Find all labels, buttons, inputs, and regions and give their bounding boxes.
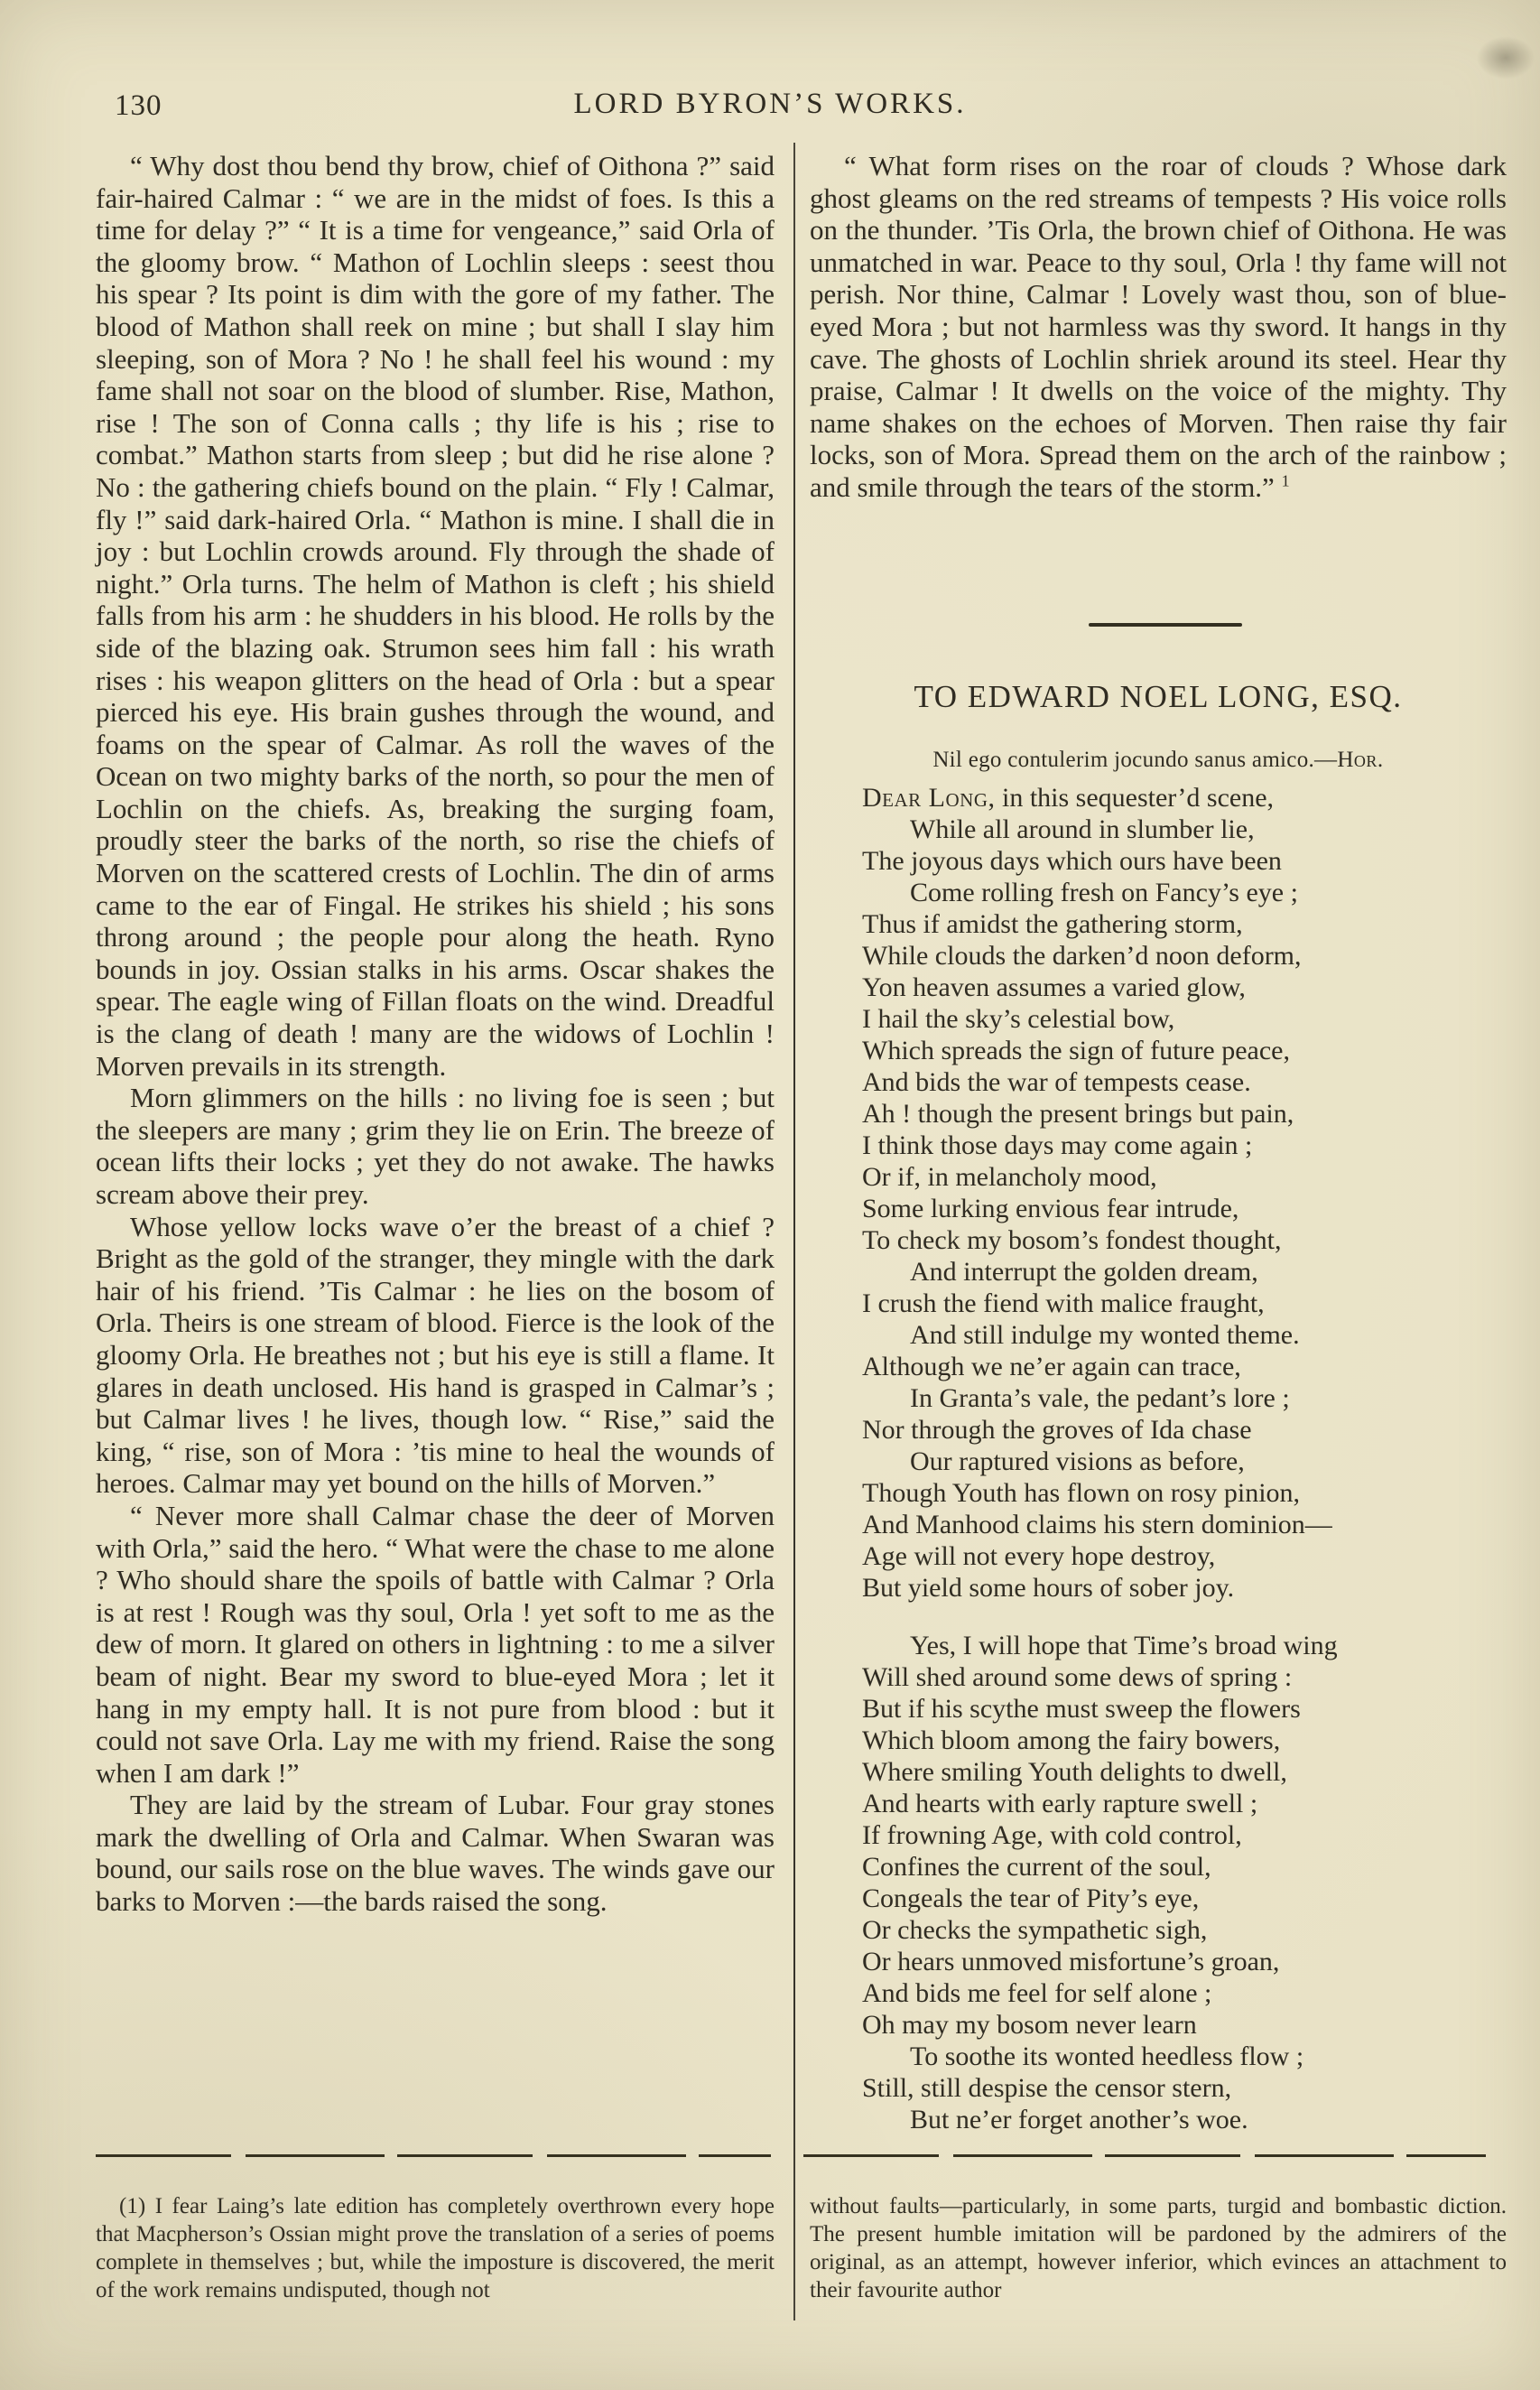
paragraph: Whose yellow locks wave o’er the breast of a chief ? Bright as the gold of the stranger, they mingle with the dark hair of his friend. ’Tis Calmar : he lies on the bosom of Orla. Theirs is one stream of blood. Fierce is the look of the gloomy Orla. He breathes not ; but his eye is still a flame. It glares in death unclosed. His hand is grasped in Calmar’s ; but Calmar lives ! he lives, though low. “ Rise,” said the king, “ rise, son of Mora : ’tis mine to heal the wounds of heroes. Calmar may yet bound on the hills of Morven.” [96, 1210, 775, 1500]
poem-line: In Granta’s vale, the pedant’s lore ; [910, 1383, 1290, 1413]
footnote-left: (1) I fear Laing’s late edition has completely overthrown every hope that Macpherson’s Ossian might prove the translation of a series of poems complete in themselves ; but, while the imposture is discovered, the merit of the work remains undisputed, though not [96, 2194, 775, 2302]
poem-line: I think those days may come again ; [862, 1130, 1253, 1160]
poem-line: But if his scythe must sweep the flowers [862, 1694, 1301, 1724]
poem-line: Will shed around some dews of spring : [862, 1662, 1293, 1692]
poem-stanza-1 [862, 782, 1508, 1604]
poem-line: Which spreads the sign of future peace, [862, 1036, 1290, 1065]
poem-line: Or checks the sympathetic sigh, [862, 1915, 1208, 1945]
paragraph: “ Why dost thou bend thy brow, chief of Oithona ?” said fair-haired Calmar : “ we are in the midst of foes. Is this a time for delay ?” “ It is a time for vengeance,” said Orla of the gloomy brow. “ Mathon of Lochlin sleeps : seest thou his spear ? Its point is dim with the gore of my father. The blood of Mathon shall reek on mine ; but shall I slay him sleeping, son of Mora ? No ! he shall feel his wound : my fame shall not soar on the blood of slumber. Rise, Mathon, rise ! The son of Conna calls ; thy life is his ; rise to combat.” Mathon starts from sleep ; but did he rise alone ? No : the gathering chiefs bound on the plain. “ Fly ! Calmar, fly !” said dark-haired Orla. “ Mathon is mine. I shall die in joy : but Lochlin crowds around. Fly through the shade of night.” Orla turns. The helm of Mathon is cleft ; his shield falls from his arm : he shudders in his blood. He rolls by the side of the blazing oak. Strumon sees him fall : his wrath rises : his weapon glitters on the head of Orla : but a spear pierced his eye. His brain gushes through the wound, and foams on the spear of Calmar. As roll the waves of the Ocean on two mighty barks of the north, so pour the men of Lochlin on the chiefs. As, breaking the surging foam, proudly steer the barks of the north, so rise the chiefs of Morven on the scattered crests of Lochlin. The din of arms came to the ear of Fingal. He strikes his shield ; his sons throng around ; the people pour along the heath. Ryno bounds in joy. Ossian stalks in his arms. Oscar shakes the spear. The eagle wing of Fillan floats on the wind. Dreadful is the clang of death ! many are the widows of Lochlin ! Morven prevails in its strength. [96, 150, 775, 1082]
paragraph: Morn glimmers on the hills : no living foe is seen ; but the sleepers are many ; grim they lie on Erin. The breeze of ocean lifts their locks ; yet they do not awake. The hawks scream above their prey. [96, 1082, 775, 1210]
poem-line: But ne’er forget another’s woe. [910, 2105, 1248, 2134]
poem-line: Age will not every hope destroy, [862, 1541, 1216, 1571]
poem-line: But yield some hours of sober joy. [862, 1573, 1235, 1603]
footnote-rule-left [96, 2154, 771, 2157]
poem-line: To check my bosom’s fondest thought, [862, 1225, 1282, 1255]
small-caps-text: Dear Long, [862, 783, 996, 813]
poem-line: I crush the fiend with malice fraught, [862, 1288, 1265, 1318]
poem-line: Although we ne’er again can trace, [862, 1352, 1241, 1381]
poem-body [862, 782, 1508, 2135]
poem-line: Still, still despise the censor stern, [862, 2073, 1232, 2103]
poem-line: While clouds the darken’d noon deform, [862, 941, 1302, 971]
poem-line: To soothe its wonted heedless flow ; [910, 2041, 1304, 2071]
footnote-reference: 1 [1281, 471, 1290, 490]
poem-line: And bids the war of tempests cease. [862, 1067, 1251, 1097]
poem-line: Dear Long, in this sequester’d scene, [862, 783, 1275, 813]
paragraph-text: “ What form rises on the roar of clouds ? Whose dark ghost gleams on the red streams of tempests ? His voice rolls on the thunder. ’Tis Orla, the brown chief of Oithona. He was unmatched in war. Peace to thy soul, Orla ! thy fame will not perish. Nor thine, Calmar ! Lovely wast thou, son of blue-eyed Mora ; but not harmless was thy sword. It hangs in thy cave. The ghosts of Lochlin shriek around its steel. Hear thy praise, Calmar ! It dwells on the voice of the mighty. Thy name shakes on the echoes of Morven. Then raise thy fair locks, son of Mora. Spread them on the arch of the rainbow ; and smile through the tears of the storm.” [810, 150, 1507, 503]
column-divider-rule [793, 143, 795, 2320]
poem-line: I hail the sky’s celestial bow, [862, 1004, 1175, 1034]
footnote-rule-right [803, 2154, 1486, 2157]
poem-line: And hearts with early rapture swell ; [862, 1789, 1258, 1818]
poem-line: And interrupt the golden dream, [910, 1257, 1258, 1287]
poem-line: Some lurking envious fear intrude, [862, 1194, 1239, 1223]
poem-stanza-2 [862, 1630, 1508, 2135]
poem-line: Ah ! though the present brings but pain, [862, 1099, 1294, 1129]
poem-line: Congeals the tear of Pity’s eye, [862, 1883, 1200, 1913]
epigraph-attribution: Hor. [1337, 748, 1384, 772]
footnote-right: without faults—particularly, in some parts, turgid and bombastic diction. The present humble imitation will be pardoned by the admirers of the original, as an attempt, however inferior, which evinces an attachment to their favourite author [810, 2194, 1507, 2302]
paragraph: “ Never more shall Calmar chase the deer of Morven with Orla,” said the hero. “ What were the chase to me alone ? Who should share the spoils of battle with Calmar ? Orla is at rest ! Rough was thy soul, Orla ! yet soft to me as the dew of morn. It glared on others in lightning : to me a silver beam of night. Bear my sword to blue-eyed Mora ; let it hang in my empty hall. It is not pure from blood : but it could not save Orla. Lay me with my friend. Raise the song when I am dark !” [96, 1499, 775, 1789]
poem-line: Come rolling fresh on Fancy’s eye ; [910, 878, 1298, 907]
poem-line: Nor through the groves of Ida chase [862, 1415, 1252, 1445]
poem-line: Our raptured visions as before, [910, 1446, 1245, 1476]
poem-line: Where smiling Youth delights to dwell, [862, 1757, 1287, 1787]
poem-epigraph [810, 748, 1507, 773]
poem-line: Oh may my bosom never learn [862, 2010, 1197, 2040]
page-number: 130 [115, 89, 162, 122]
poem-line: Or if, in melancholy mood, [862, 1162, 1157, 1192]
poem-line: Yes, I will hope that Time’s broad wing [910, 1631, 1338, 1660]
poem-title: TO EDWARD NOEL LONG, ESQ. [914, 679, 1403, 714]
paragraph: They are laid by the stream of Lubar. Four gray stones mark the dwelling of Orla and Calmar. When Swaran was bound, our sails rose on the blue waves. The winds gave our barks to Morven :—the bards raised the song. [96, 1789, 775, 1918]
poem-line: Which bloom among the fairy bowers, [862, 1725, 1281, 1755]
poem-line: And Manhood claims his stern dominion— [862, 1510, 1332, 1539]
poem-line: If frowning Age, with cold control, [862, 1820, 1242, 1850]
poem-line: And bids me feel for self alone ; [862, 1978, 1212, 2008]
poem-line: And still indulge my wonted theme. [910, 1320, 1300, 1350]
poem-line: Thus if amidst the gathering storm, [862, 909, 1243, 939]
left-column-prose [96, 150, 775, 1918]
poem-line: Yon heaven assumes a varied glow, [862, 972, 1246, 1002]
epigraph-text: Nil ego contulerim jocundo sanus amico.— [932, 748, 1338, 772]
poem-line: The joyous days which ours have been [862, 846, 1282, 876]
poem-line: Confines the current of the soul, [862, 1852, 1211, 1882]
right-column-prose [810, 150, 1507, 504]
poem-line: Though Youth has flown on rosy pinion, [862, 1478, 1301, 1508]
paragraph [810, 150, 1507, 504]
section-divider-rule [1089, 623, 1242, 627]
poem-line: While all around in slumber lie, [910, 814, 1255, 844]
poem-line: Or hears unmoved misfortune’s groan, [862, 1947, 1280, 1976]
running-title: LORD BYRON’S WORKS. [573, 88, 967, 120]
